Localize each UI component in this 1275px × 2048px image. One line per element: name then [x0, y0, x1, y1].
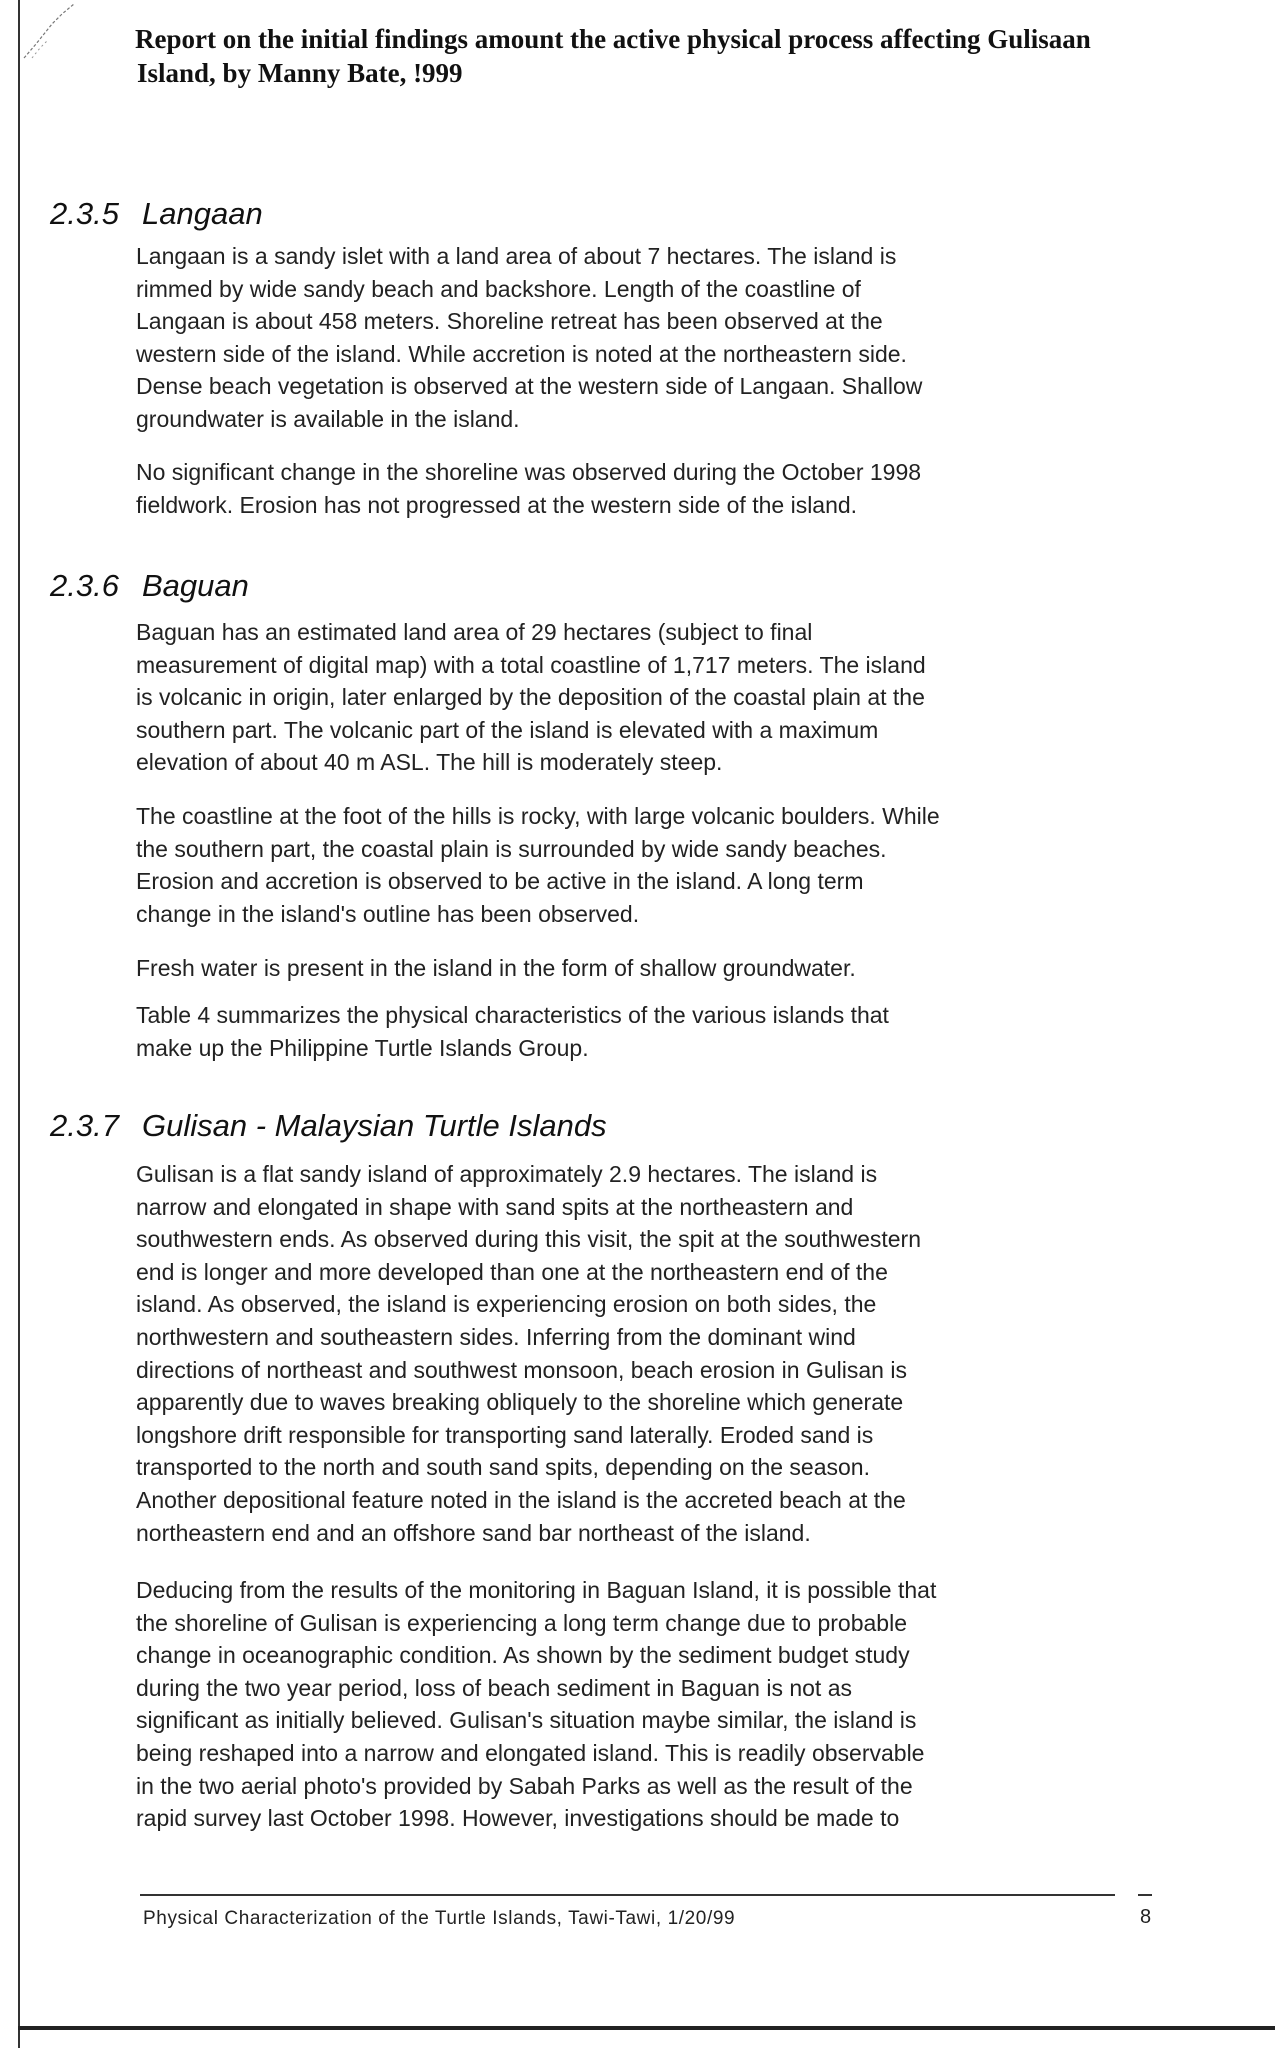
gulisan-paragraph-1 [136, 1158, 1196, 1549]
report-header-line-1: Report on the initial findings amount the active physical process affecting Gulisaan [135, 24, 1091, 54]
section-number: 2.3.6 [50, 568, 119, 603]
text-line: northeastern end and an offshore sand bar northeast of the island. [136, 1519, 811, 1546]
text-line: rapid survey last October 1998. However, investigations should be made to [136, 1805, 900, 1832]
text-line: western side of the island. While accretion is noted at the northeastern side. [136, 340, 907, 367]
page-number-rule [1138, 1894, 1152, 1896]
text-line: Deducing from the results of the monitoring in Baguan Island, it is possible that [136, 1577, 937, 1603]
report-header-line-2: Island, by Manny Bate, !999 [137, 58, 463, 88]
text-line: Fresh water is present in the island in the form of shallow groundwater. [136, 955, 856, 981]
baguan-paragraph-4 [136, 999, 1196, 1064]
text-line: groundwater is available in the island. [136, 405, 520, 432]
text-line: fieldwork. Erosion has not progressed at the western side of the island. [136, 491, 858, 518]
gulisan-paragraph-2 [136, 1574, 1196, 1835]
text-line: transported to the north and south sand spits, depending on the season. [136, 1454, 870, 1481]
text-line: northwestern and southeastern sides. Inferring from the dominant wind [136, 1323, 856, 1350]
text-line: change in the island's outline has been observed. [136, 900, 640, 927]
text-line: is volcanic in origin, later enlarged by the deposition of the coastal plain at the [136, 684, 925, 711]
text-line: end is longer and more developed than one at the northeastern end of the [136, 1258, 888, 1285]
baguan-paragraph-1 [136, 616, 1196, 779]
text-line: narrow and elongated in shape with sand spits at the northeastern and [136, 1193, 854, 1220]
text-line: island. As observed, the island is experiencing erosion on both sides, the [136, 1291, 877, 1318]
section-number: 2.3.7 [50, 1108, 119, 1143]
text-line: southern part. The volcanic part of the island is elevated with a maximum [136, 716, 879, 743]
langaan-paragraph-2 [136, 456, 1196, 521]
text-line: measurement of digital map) with a total coastline of 1,717 meters. The island [136, 651, 926, 678]
page-number: 8 [1140, 1906, 1152, 1928]
corner-scan-artifact [22, 0, 82, 60]
text-line: Langaan is about 458 meters. Shoreline retreat has been observed at the [136, 308, 883, 335]
bottom-page-border [18, 2026, 1275, 2030]
section-heading-gulisan [50, 1108, 607, 1144]
text-line: Another depositional feature noted in the island is the accreted beach at the [136, 1486, 906, 1513]
section-title: Gulisan - Malaysian Turtle Islands [142, 1108, 607, 1143]
langaan-paragraph-1 [136, 240, 1196, 436]
text-line: being reshaped into a narrow and elongated island. This is readily observable [136, 1739, 925, 1766]
text-line: rimmed by wide sandy beach and backshore. Length of the coastline of [136, 275, 861, 302]
baguan-paragraph-2 [136, 800, 1196, 930]
text-line: Table 4 summarizes the physical characteristics of the various islands that [136, 1002, 889, 1028]
report-header [135, 22, 1235, 90]
text-line: Baguan has an estimated land area of 29 hectares (subject to final [136, 619, 813, 645]
section-title: Baguan [142, 568, 249, 603]
baguan-paragraph-3 [136, 952, 1196, 985]
text-line: The coastline at the foot of the hills is rocky, with large volcanic boulders. While [136, 803, 940, 829]
section-heading-baguan [50, 568, 249, 604]
footer-text: Physical Characterization of the Turtle Islands, Tawi-Tawi, 1/20/99 [143, 1908, 736, 1929]
footer-rule [140, 1894, 1115, 1896]
text-line: Gulisan is a flat sandy island of approximately 2.9 hectares. The island is [136, 1161, 878, 1187]
text-line: change in oceanographic condition. As shown by the sediment budget study [136, 1642, 910, 1669]
text-line: directions of northeast and southwest monsoon, beach erosion in Gulisan is [136, 1356, 907, 1383]
section-number: 2.3.5 [50, 196, 119, 231]
text-line: longshore drift responsible for transporting sand laterally. Eroded sand is [136, 1421, 874, 1448]
text-line: Dense beach vegetation is observed at the western side of Langaan. Shallow [136, 373, 923, 400]
text-line: Langaan is a sandy islet with a land area of about 7 hectares. The island is [136, 243, 897, 269]
text-line: Erosion and accretion is observed to be active in the island. A long term [136, 868, 864, 895]
text-line: No significant change in the shoreline was observed during the October 1998 [136, 459, 922, 485]
text-line: during the two year period, loss of beach sediment in Baguan is not as [136, 1674, 852, 1701]
text-line: significant as initially believed. Gulisan's situation maybe similar, the island is [136, 1707, 917, 1734]
section-heading-langaan [50, 196, 263, 232]
text-line: elevation of about 40 m ASL. The hill is moderately steep. [136, 749, 723, 776]
text-line: the southern part, the coastal plain is surrounded by wide sandy beaches. [136, 835, 887, 862]
text-line: make up the Philippine Turtle Islands Group. [136, 1034, 589, 1061]
section-title: Langaan [142, 196, 263, 231]
left-page-border [18, 0, 20, 2048]
text-line: apparently due to waves breaking obliquely to the shoreline which generate [136, 1389, 904, 1416]
text-line: southwestern ends. As observed during this visit, the spit at the southwestern [136, 1226, 921, 1253]
text-line: the shoreline of Gulisan is experiencing a long term change due to probable [136, 1609, 907, 1636]
text-line: in the two aerial photo's provided by Sabah Parks as well as the result of the [136, 1772, 913, 1799]
